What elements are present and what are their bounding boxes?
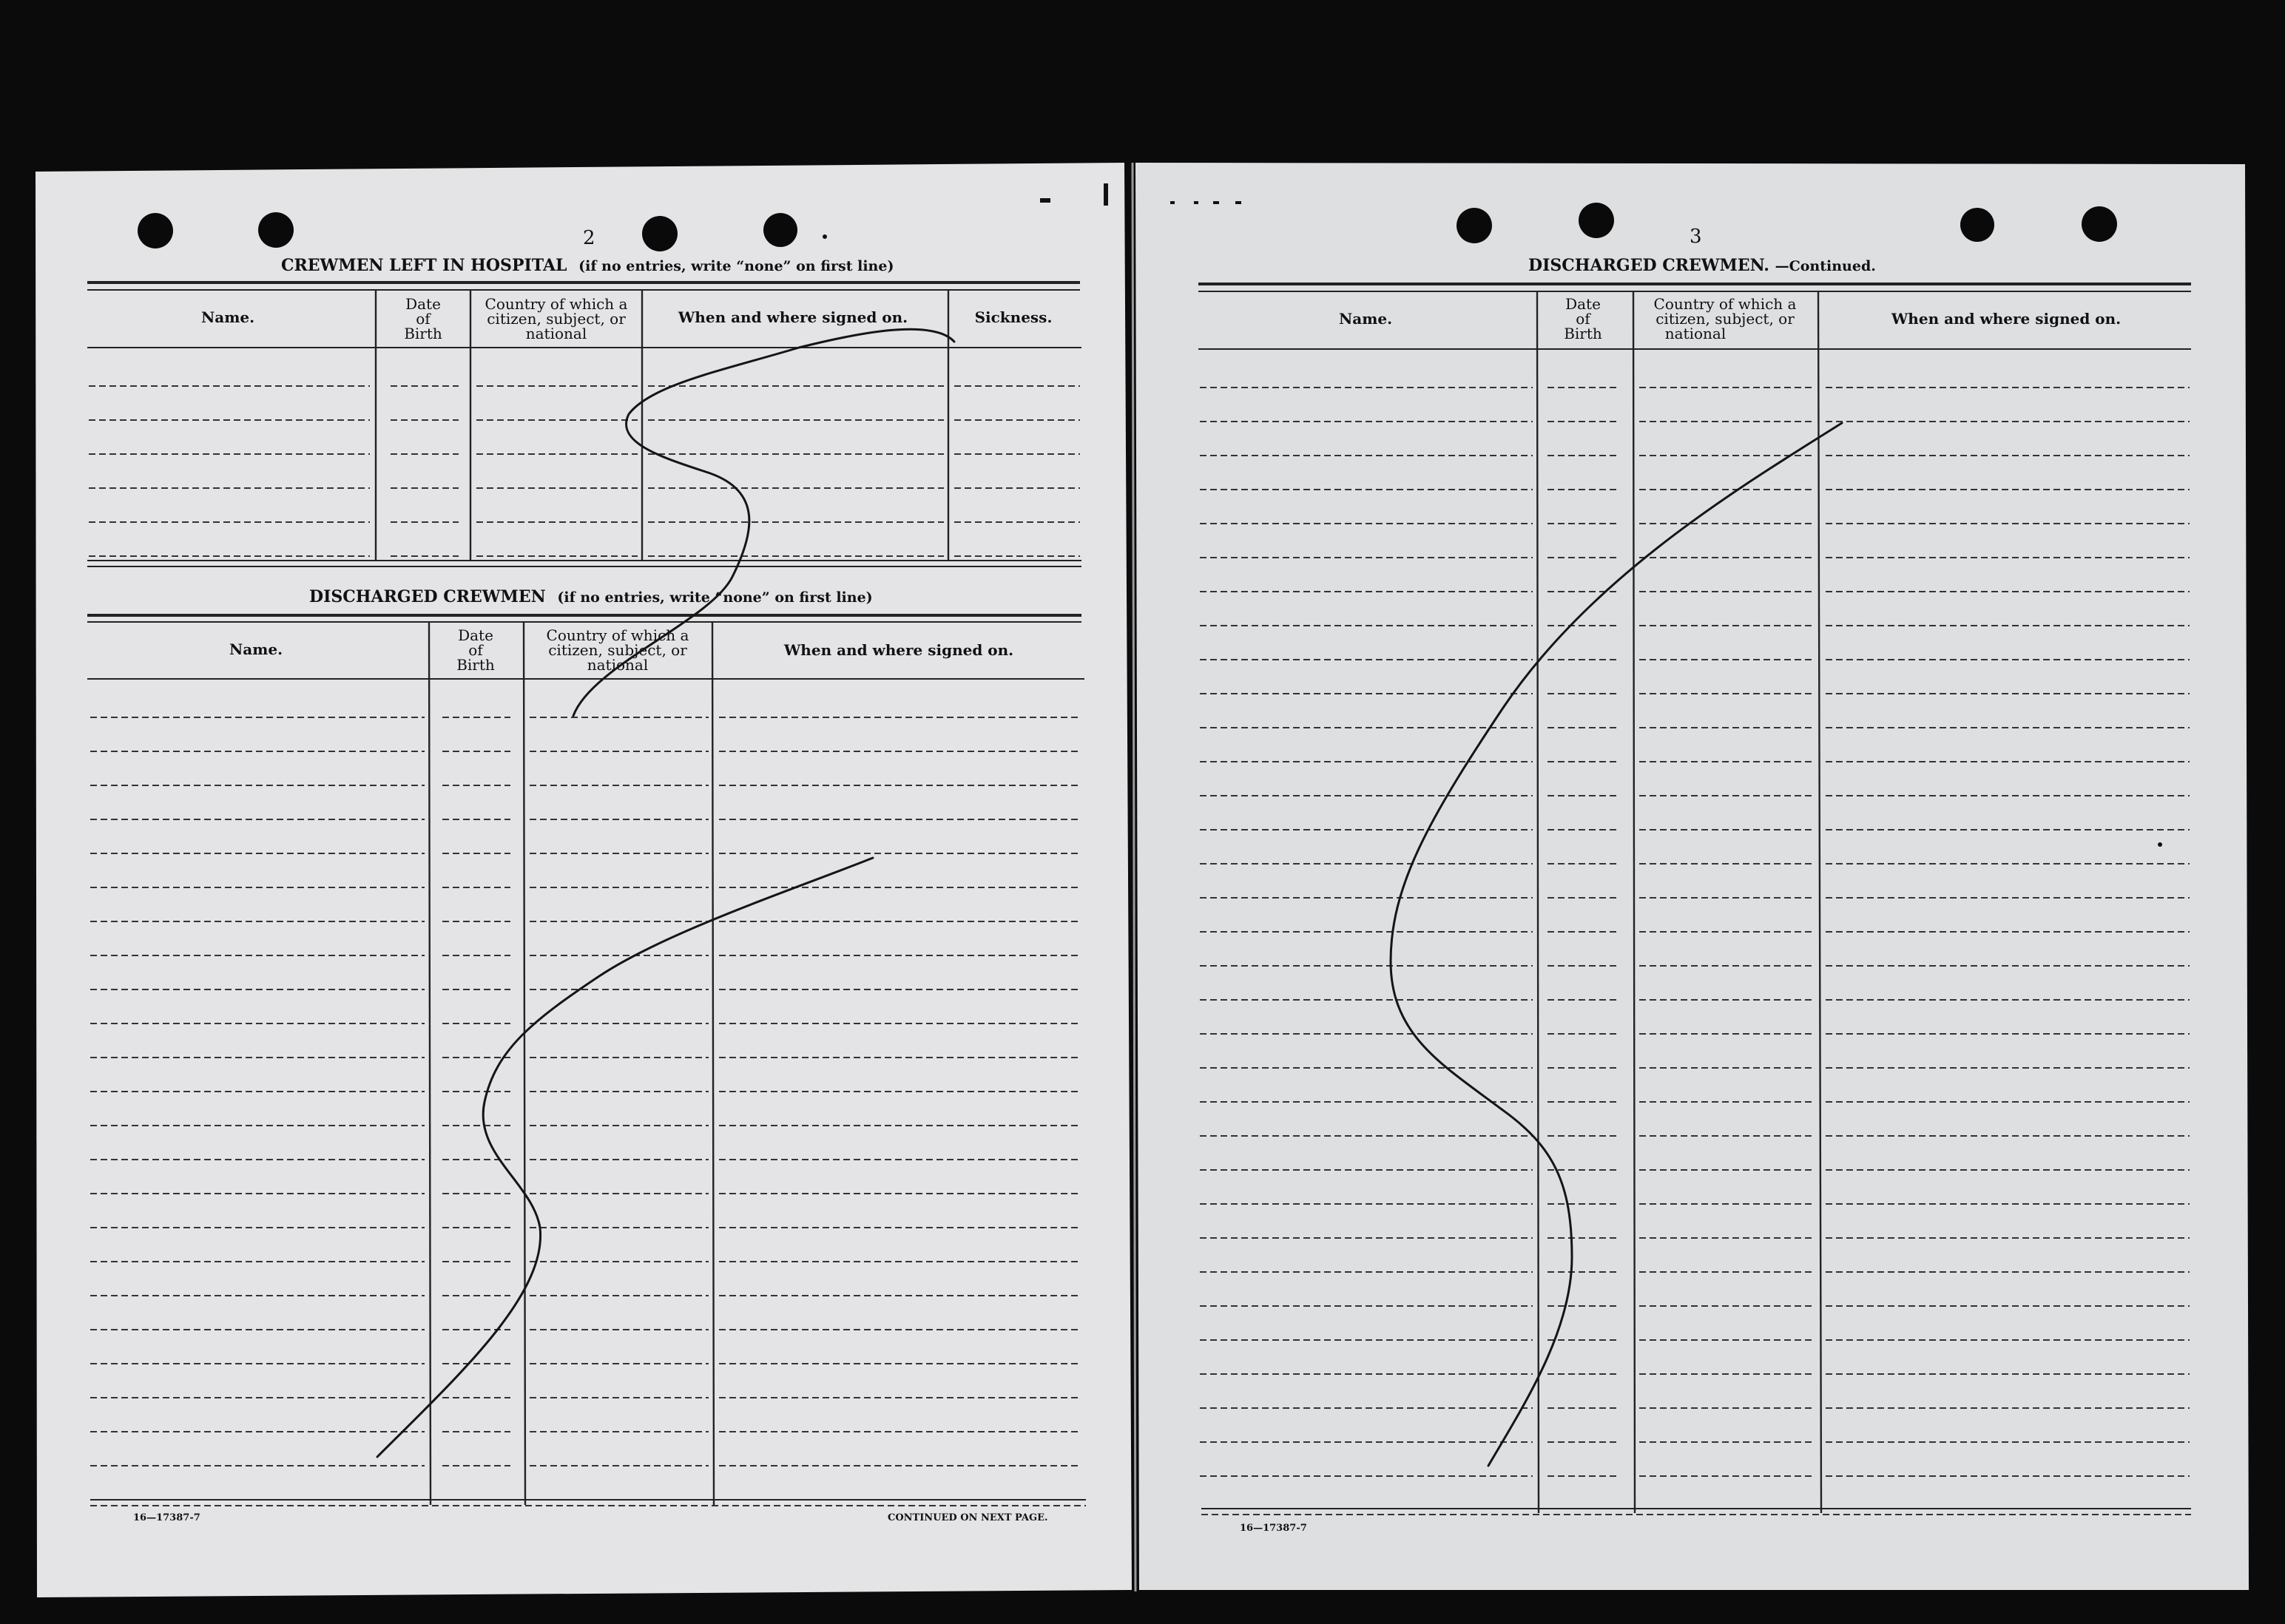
svg-text:citizen, subject, or: citizen, subject, or <box>1655 310 1795 328</box>
svg-text:When and where signed on.: When and where signed on. <box>1891 310 2122 328</box>
svg-text:national: national <box>587 656 649 674</box>
continued-title-main: DISCHARGED CREWMEN. <box>1528 256 1769 275</box>
svg-text:Birth: Birth <box>404 325 442 342</box>
punch-hole <box>2082 206 2117 242</box>
svg-text:of: of <box>416 310 431 328</box>
svg-text:national: national <box>1664 325 1727 342</box>
svg-text:Name.: Name. <box>229 640 283 658</box>
right-page-paper <box>1135 163 2249 1590</box>
discharged-section-title <box>309 587 873 606</box>
svg-text:Date: Date <box>1565 295 1601 313</box>
svg-text:Birth: Birth <box>456 656 495 674</box>
punch-hole <box>1579 203 1614 238</box>
hospital-title-note: (if no entries, write “none” on first line) <box>578 258 894 274</box>
svg-text:Sickness.: Sickness. <box>974 308 1053 326</box>
svg-text:Date: Date <box>458 626 493 644</box>
form-number: 16—17387-7 <box>1240 1523 1307 1534</box>
svg-text:Country of which a: Country of which a <box>1653 295 1797 313</box>
svg-text:When and where signed on.: When and where signed on. <box>678 308 908 326</box>
spine <box>1133 163 1135 1591</box>
discharged-title-main: DISCHARGED CREWMEN <box>309 587 546 606</box>
svg-text:of: of <box>1576 310 1590 328</box>
svg-text:citizen, subject, or: citizen, subject, or <box>487 310 626 328</box>
svg-text:Date: Date <box>405 295 441 313</box>
continued-title-note: —Continued. <box>1775 258 1876 274</box>
hospital-section-title <box>281 256 894 275</box>
svg-text:Name.: Name. <box>200 308 255 326</box>
form-number: 16—17387-7 <box>133 1512 200 1523</box>
page-number: 3 <box>1690 226 1702 248</box>
punch-hole <box>642 216 678 251</box>
svg-text:When and where signed on.: When and where signed on. <box>783 641 1014 659</box>
punch-hole <box>138 213 173 248</box>
svg-text:Name.: Name. <box>1338 310 1393 328</box>
page-number: 2 <box>583 227 595 249</box>
discharged-title-note: (if no entries, write “none” on first line) <box>557 589 873 606</box>
punch-hole <box>763 213 797 247</box>
continued-section-title <box>1528 256 1876 275</box>
svg-text:of: of <box>468 641 483 659</box>
continued-note: CONTINUED ON NEXT PAGE. <box>888 1512 1048 1523</box>
svg-text:Country of which a: Country of which a <box>485 295 628 313</box>
left-page-paper <box>36 163 1132 1597</box>
punch-hole <box>258 212 294 248</box>
svg-text:Country of which a: Country of which a <box>546 626 689 644</box>
punch-hole <box>1960 208 1994 242</box>
punch-hole <box>1457 208 1492 243</box>
svg-text:Birth: Birth <box>1564 325 1602 342</box>
svg-text:citizen, subject, or: citizen, subject, or <box>548 641 687 659</box>
hospital-title-main: CREWMEN LEFT IN HOSPITAL <box>281 256 567 275</box>
svg-text:national: national <box>525 325 587 342</box>
